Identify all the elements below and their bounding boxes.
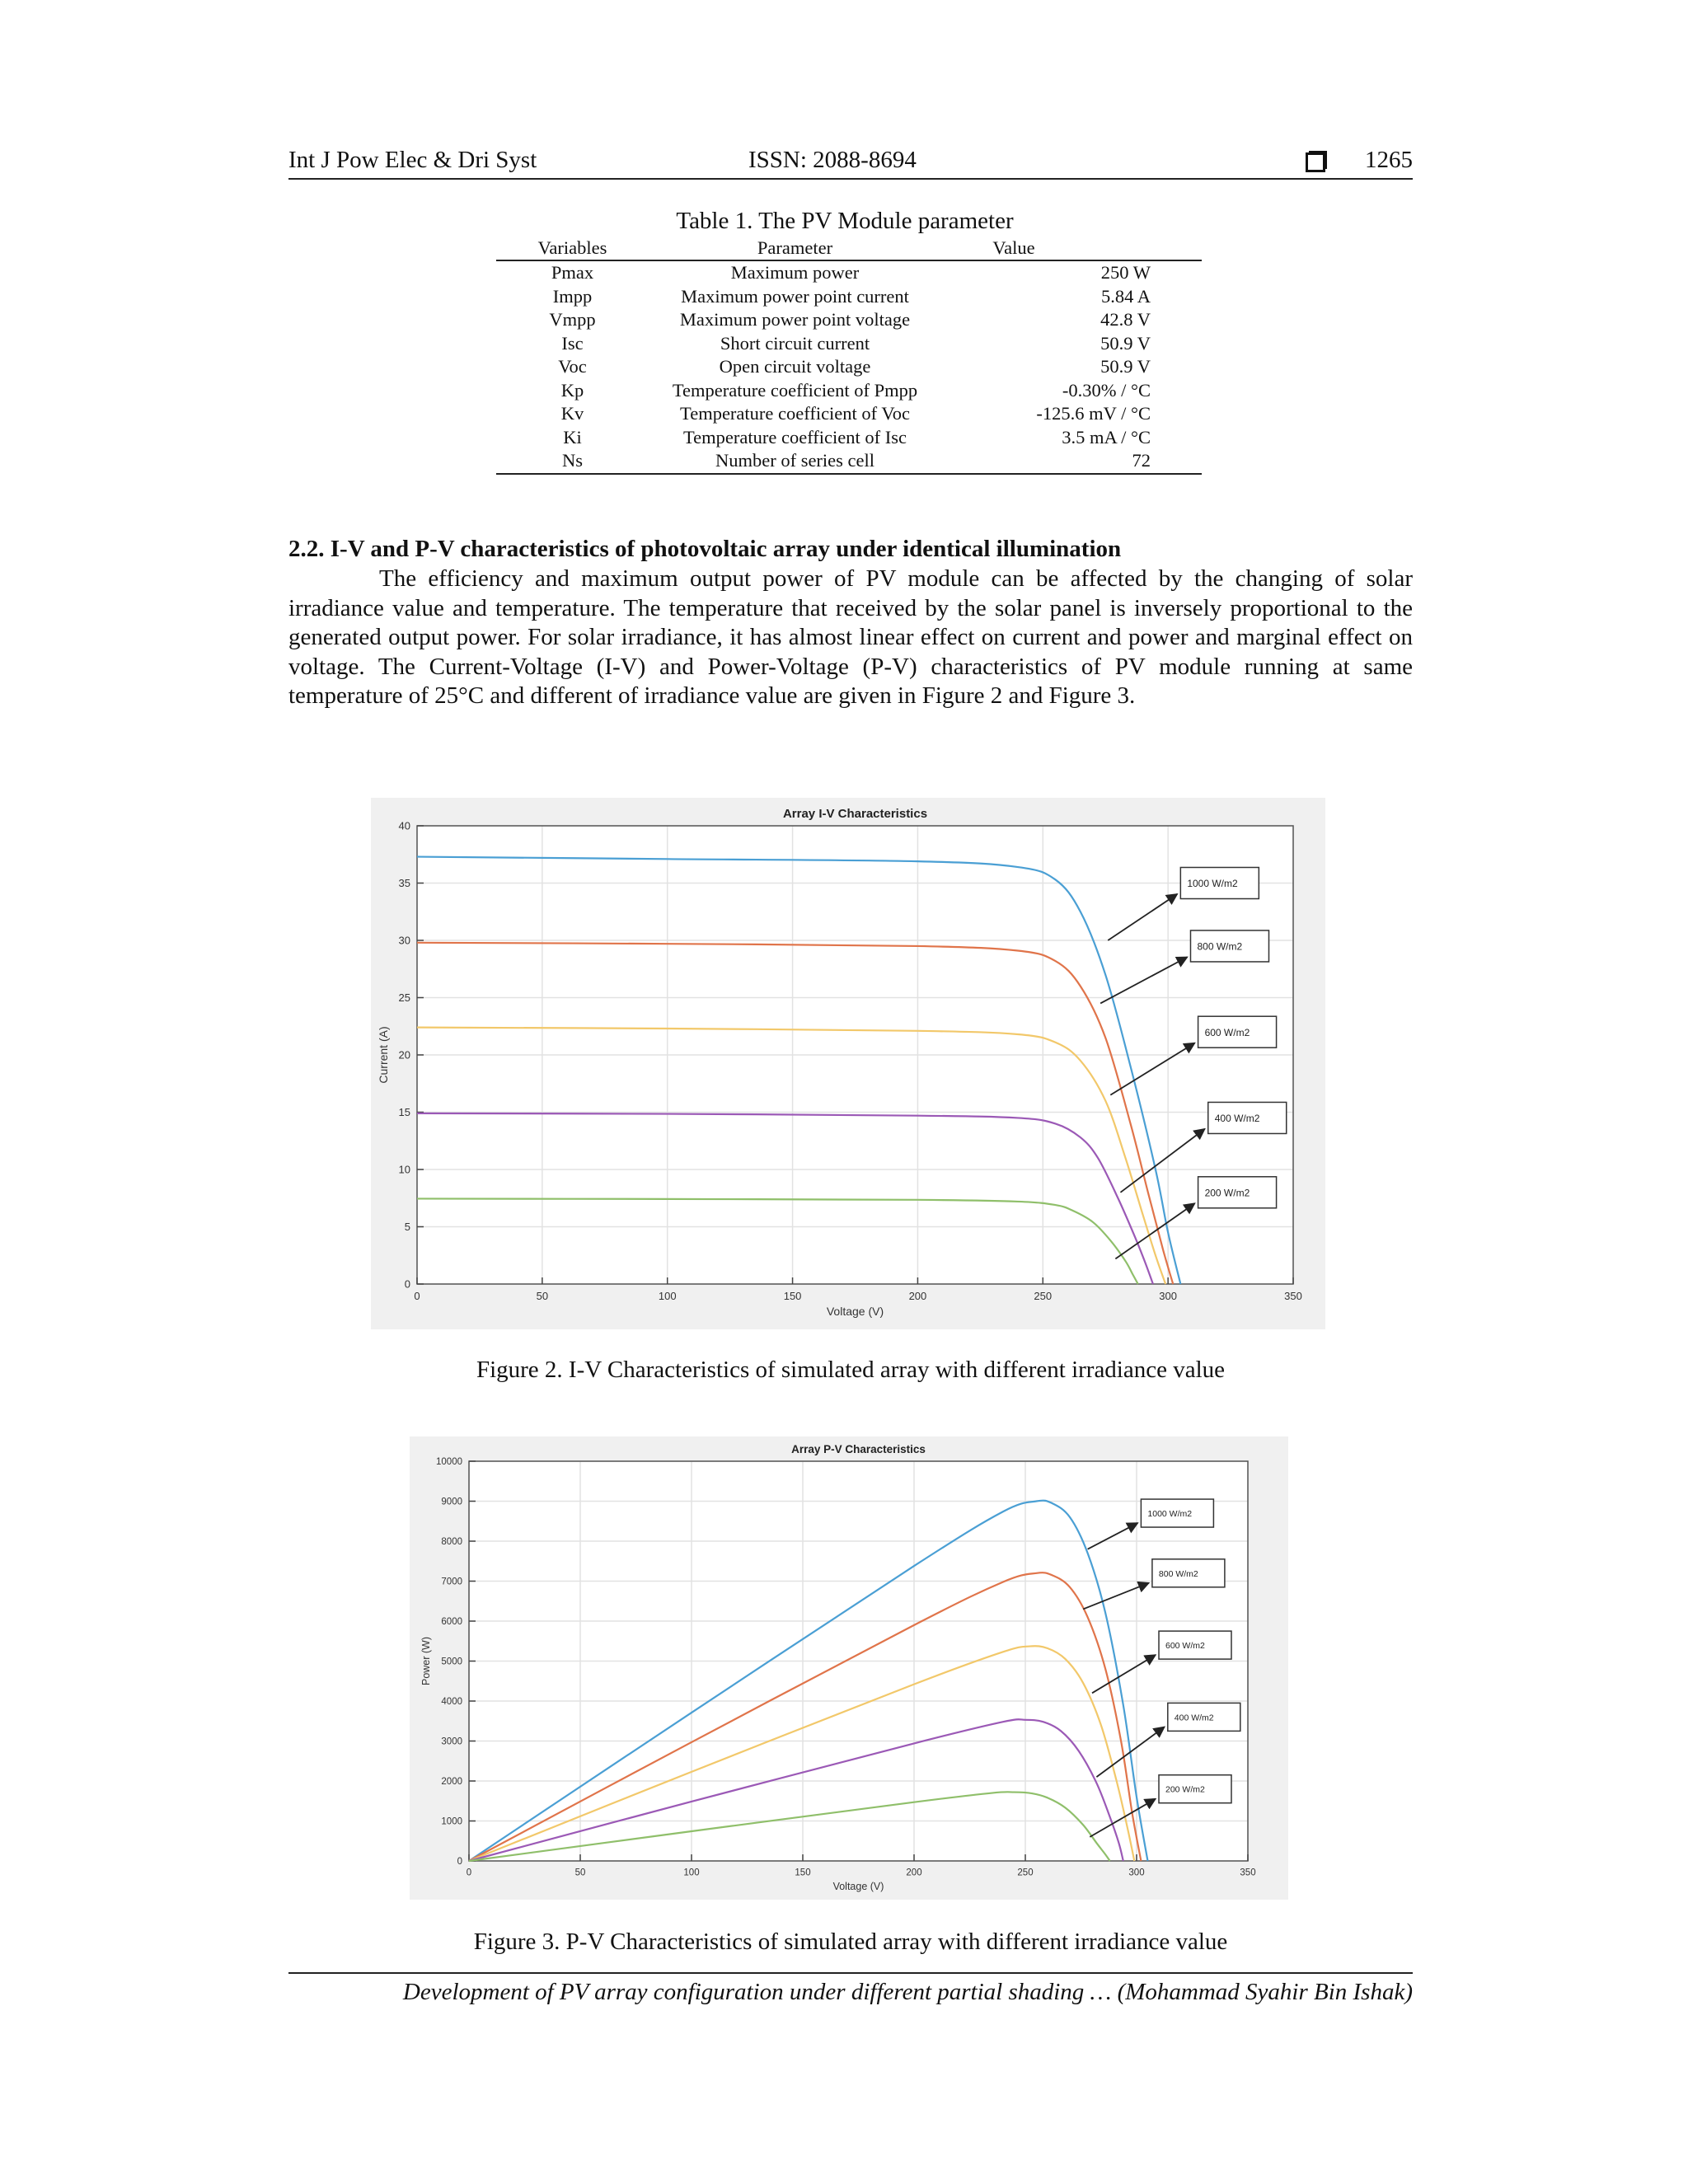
cell-value: -0.30% / °C (1062, 379, 1151, 401)
pv-chart (410, 1436, 1288, 1900)
cell-variable: Ns (561, 450, 583, 471)
x-tick-label: 50 (536, 1290, 549, 1302)
table-row (496, 355, 1202, 379)
x-tick-label: 0 (466, 1868, 472, 1878)
y-tick-label: 8000 (441, 1537, 462, 1548)
x-tick-label: 200 (906, 1868, 922, 1878)
y-tick-label: 1000 (441, 1816, 462, 1827)
pv-parameter-table (496, 237, 1202, 475)
page-footer: Development of PV array configuration under different partial shading … (Mohammad Syahir Bin Ishak) (288, 1972, 1413, 2006)
y-tick-label: 3000 (441, 1736, 462, 1747)
cell-variable: Ki (563, 426, 582, 448)
cell-value: 250 W (1100, 262, 1151, 283)
cell-value: -125.6 mV / °C (1036, 403, 1151, 424)
y-tick-label: 9000 (441, 1497, 462, 1507)
table-caption: Table 1. The PV Module parameter (676, 208, 1014, 234)
cell-value: 50.9 V (1100, 356, 1151, 377)
annotation-label: 400 W/m2 (1214, 1113, 1260, 1124)
annotation-label: 1000 W/m2 (1187, 878, 1238, 890)
cell-parameter: Short circuit current (720, 332, 870, 354)
table-row (496, 379, 1202, 403)
annotation-label: 800 W/m2 (1197, 940, 1243, 953)
cell-value: 50.9 V (1100, 332, 1151, 354)
cell-variable: Pmax (551, 262, 594, 283)
annotation-label: 400 W/m2 (1174, 1713, 1214, 1723)
cell-variable: Isc (561, 332, 584, 354)
table-row (496, 449, 1202, 474)
annotation-label: 600 W/m2 (1204, 1026, 1250, 1038)
chart-title: Array P-V Characteristics (791, 1443, 926, 1455)
y-tick-label: 10000 (436, 1457, 462, 1468)
cell-value: 72 (1132, 450, 1151, 471)
issn: ISSN: 2088-8694 (748, 147, 917, 173)
x-tick-label: 300 (1159, 1290, 1177, 1302)
x-tick-label: 350 (1240, 1868, 1256, 1878)
cell-variable: Kv (560, 403, 584, 424)
cell-value: 5.84 A (1100, 285, 1151, 307)
page-header (288, 145, 1413, 180)
x-tick-label: 150 (783, 1290, 802, 1302)
cell-parameter: Temperature coefficient of Pmpp (672, 379, 918, 401)
page-number: 1265 (1365, 147, 1413, 173)
cell-parameter: Maximum power (730, 262, 860, 283)
annotation-label: 600 W/m2 (1165, 1641, 1205, 1652)
header-value: Value (941, 237, 1202, 260)
x-tick-label: 100 (683, 1868, 700, 1878)
x-tick-label: 300 (1128, 1868, 1145, 1878)
y-tick-label: 4000 (441, 1697, 462, 1708)
x-tick-label: 0 (414, 1290, 420, 1302)
y-tick-label: 7000 (441, 1577, 462, 1587)
y-tick-label: 40 (398, 819, 410, 832)
cell-variable: Voc (558, 356, 587, 377)
table-header-row (496, 237, 1202, 260)
x-axis-label: Voltage (V) (826, 1305, 884, 1318)
y-axis-label: Power (W) (420, 1636, 432, 1686)
figure-3-caption: Figure 3. P-V Characteristics of simulated array with different irradiance value (473, 1929, 1228, 1955)
cell-parameter: Temperature coefficient of Voc (680, 403, 910, 424)
cell-parameter: Maximum power point current (681, 285, 909, 307)
annotation-label: 200 W/m2 (1165, 1784, 1205, 1795)
square-icon (1306, 151, 1325, 178)
x-tick-label: 200 (908, 1290, 927, 1302)
x-tick-label: 50 (574, 1868, 586, 1878)
cell-value: 42.8 V (1100, 309, 1151, 330)
table-row (496, 260, 1202, 285)
x-tick-label: 250 (1034, 1290, 1053, 1302)
y-tick-label: 5 (404, 1221, 410, 1234)
y-tick-label: 30 (398, 934, 410, 947)
y-tick-label: 25 (398, 991, 410, 1005)
cell-parameter: Maximum power point voltage (679, 309, 911, 330)
section-paragraph: The efficiency and maximum output power of PV module can be affected by the changing of solar irradiance value and temperature. The temperature that received by the solar panel is inversely proportional to the generated output power. For solar irradiance, it has almost linear effect on current and power and marginal effect on voltage. The Current-Voltage (I-V) and Power-Voltage (P-V) characteristics of PV module running at same temperature of 25°C and different of irradiance value are given in Figure 2 and Figure 3. (288, 565, 1413, 710)
figure-2-caption: Figure 2. I-V Characteristics of simulated array with different irradiance value (476, 1357, 1226, 1383)
annotation-label: 1000 W/m2 (1147, 1509, 1193, 1520)
iv-chart (371, 798, 1325, 1329)
cell-parameter: Temperature coefficient of Isc (683, 426, 907, 448)
annotation-label: 200 W/m2 (1204, 1187, 1250, 1199)
x-tick-label: 350 (1284, 1290, 1302, 1302)
y-tick-label: 6000 (441, 1617, 462, 1628)
x-tick-label: 150 (795, 1868, 811, 1878)
section-heading: 2.2. I-V and P-V characteristics of photovoltaic array under identical illumination (288, 536, 1122, 562)
y-tick-label: 15 (398, 1106, 410, 1119)
x-tick-label: 250 (1017, 1868, 1034, 1878)
header-variables: Variables (496, 237, 649, 260)
y-tick-label: 5000 (441, 1657, 462, 1667)
table-row (496, 285, 1202, 309)
cell-value: 3.5 mA / °C (1062, 426, 1151, 448)
table-row (496, 332, 1202, 356)
cell-parameter: Open circuit voltage (719, 356, 871, 377)
y-tick-label: 35 (398, 877, 410, 890)
x-axis-label: Voltage (V) (832, 1881, 884, 1892)
table-row (496, 426, 1202, 450)
y-tick-label: 2000 (441, 1777, 462, 1788)
table-row (496, 402, 1202, 426)
cell-variable: Impp (552, 285, 593, 307)
annotation-label: 800 W/m2 (1158, 1568, 1198, 1579)
y-tick-label: 20 (398, 1048, 410, 1062)
header-parameter: Parameter (649, 237, 941, 260)
y-tick-label: 0 (404, 1277, 410, 1291)
cell-parameter: Number of series cell (715, 450, 875, 471)
chart-title: Array I-V Characteristics (782, 807, 928, 821)
table-row (496, 308, 1202, 332)
journal-name: Int J Pow Elec & Dri Syst (288, 147, 537, 173)
y-tick-label: 0 (457, 1857, 462, 1868)
y-axis-label: Current (A) (377, 1026, 390, 1084)
cell-variable: Vmpp (549, 309, 596, 330)
y-tick-label: 10 (398, 1163, 410, 1176)
cell-variable: Kp (560, 379, 584, 401)
x-tick-label: 100 (658, 1290, 677, 1302)
